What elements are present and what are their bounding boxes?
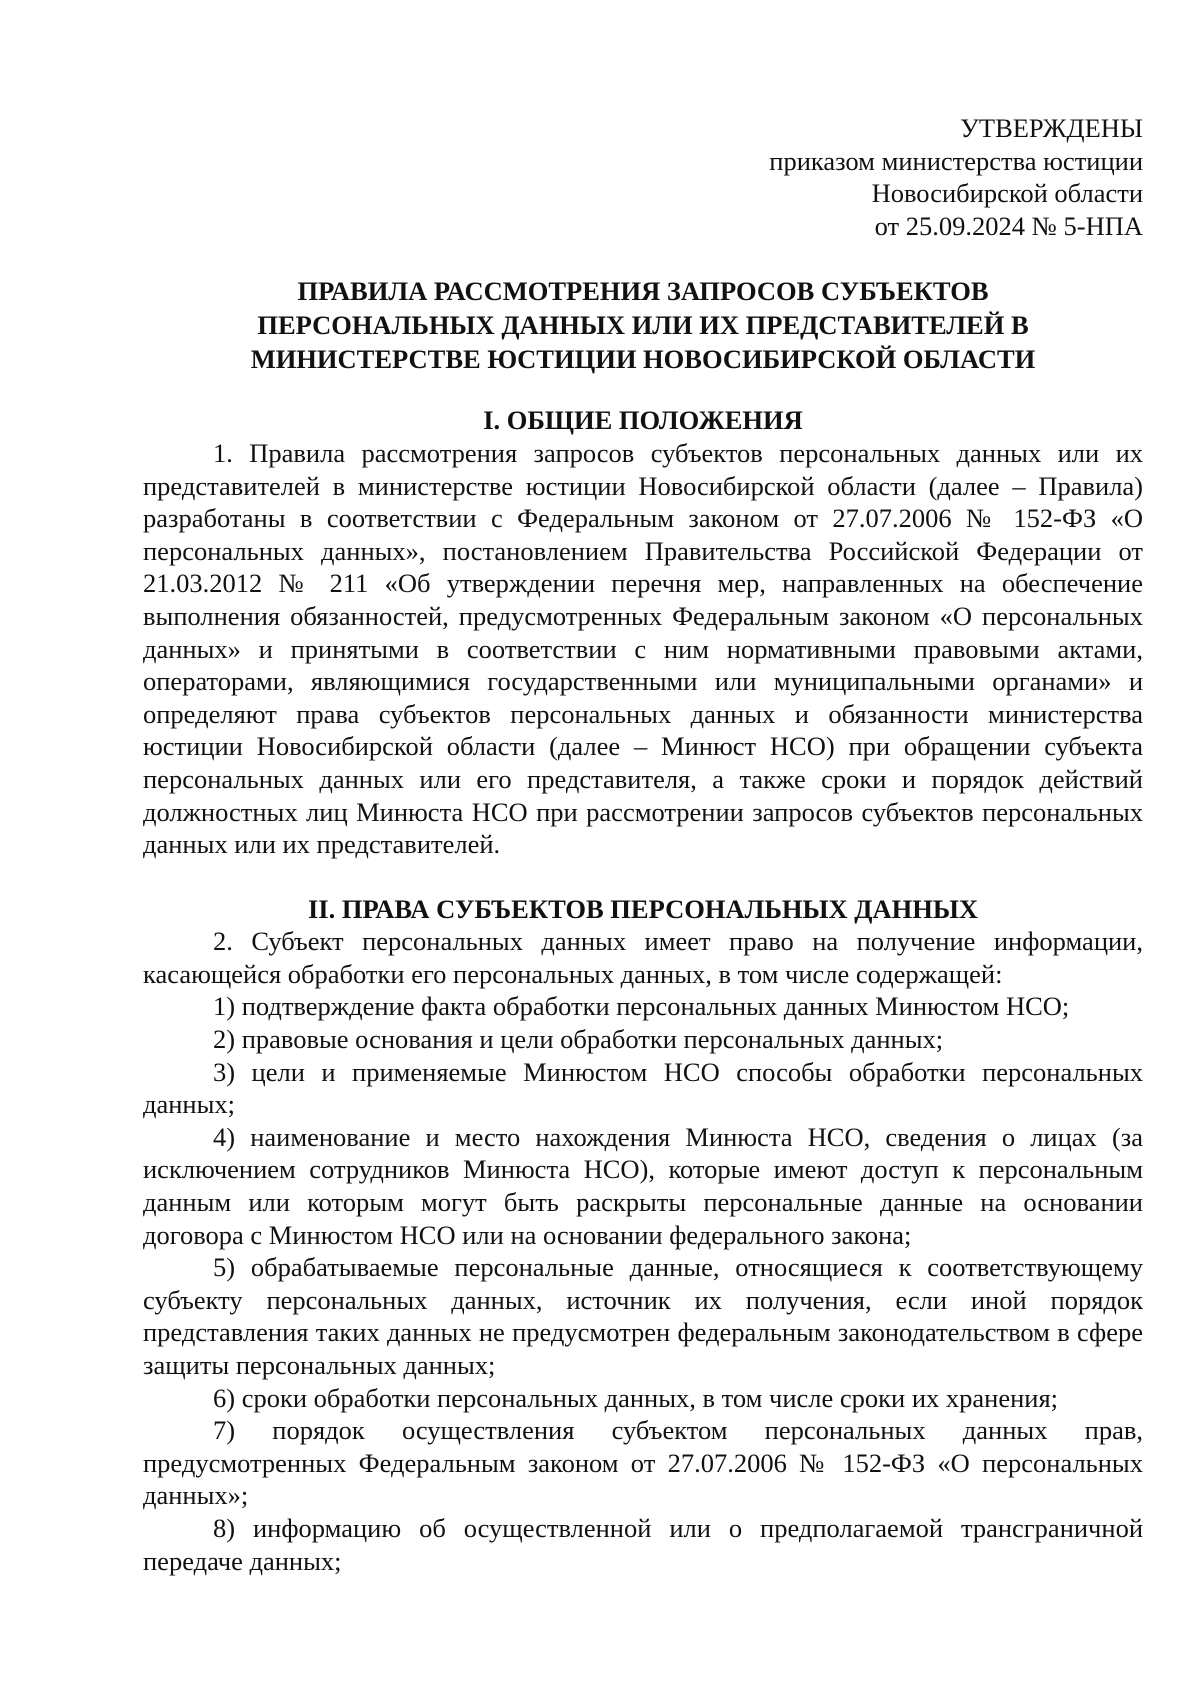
- paragraph-1: 1. Правила рассмотрения запросов субъектов персональных данных или их представителей в министерстве юстиции Новосибирской области (далее – Правила) разработаны в соответствии с Федеральным законом от 27.07.2006 № 152-ФЗ «О персональных данных», постановлением Правительства Российской Федерации от 21.03.2012 № 211 «Об утверждении перечня мер, направленных на обеспечение выполнения обязанностей, предусмотренных Федеральным законом «О персональных данных» и принятыми в соответствии с ним нормативными правовыми актами, операторами, являющимися государственными или муниципальными органами» и определяют права субъектов персональных данных и обязанности министерства юстиции Новосибирской области (далее – Минюст НСО) при обращении субъекта персональных данных или его представителя, а также сроки и порядок действий должностных лиц Минюста НСО при рассмотрении запросов субъектов персональных данных или их представителей.: [143, 437, 1143, 860]
- approval-line-approved: УТВЕРЖДЕНЫ: [960, 113, 1143, 143]
- list-item-3: 3) цели и применяемые Минюстом НСО способы обработки персональных данных;: [143, 1056, 1143, 1120]
- list-item-6: 6) сроки обработки персональных данных, в том числе сроки их хранения;: [213, 1382, 1059, 1413]
- list-item-7: 7) порядок осуществления субъектом персональных данных прав, предусмотренных Федеральным законом от 27.07.2006 № 152-ФЗ «О персональных данных»;: [143, 1415, 1143, 1511]
- paragraph-2: 2. Субъект персональных данных имеет право на получение информации, касающейся обработки его персональных данных, в том числе содержащей:: [143, 926, 1143, 989]
- section-heading-general: I. ОБЩИЕ ПОЛОЖЕНИЯ: [483, 405, 803, 436]
- list-item-1: 1) подтверждение факта обработки персональных данных Минюстом НСО;: [213, 991, 1070, 1022]
- approval-line-region: Новосибирской области: [871, 178, 1143, 209]
- document-page: [143, 112, 1143, 1577]
- document-title-line: МИНИСТЕРСТВЕ ЮСТИЦИИ НОВОСИБИРСКОЙ ОБЛАСТИ: [250, 344, 1036, 375]
- list-item-8: 8) информацию об осуществленной или о предполагаемой трансграничной передаче данных;: [143, 1512, 1143, 1576]
- approval-line-date-number: от 25.09.2024 № 5-НПА: [874, 210, 1143, 241]
- list-item-2: 2) правовые основания и цели обработки персональных данных;: [213, 1024, 944, 1055]
- document-title-line: ПРАВИЛА РАССМОТРЕНИЯ ЗАПРОСОВ СУБЪЕКТОВ: [297, 276, 989, 307]
- approval-block: [143, 112, 1143, 242]
- document-title-line: ПЕРСОНАЛЬНЫХ ДАННЫХ ИЛИ ИХ ПРЕДСТАВИТЕЛЕЙ В: [257, 310, 1029, 341]
- section-heading-rights: II. ПРАВА СУБЪЕКТОВ ПЕРСОНАЛЬНЫХ ДАННЫХ: [307, 893, 979, 924]
- list-item-4: 4) наименование и место нахождения Минюста НСО, сведения о лицах (за исключением сотрудников Минюста НСО), которые имеют доступ к персональным данным или которым могут быть раскрыты персональные данные на основании договора с Минюстом НСО или на основании федерального закона;: [143, 1121, 1143, 1250]
- document-title: [143, 274, 1143, 376]
- approval-line-order: приказом министерства юстиции: [769, 145, 1143, 176]
- list-item-5: 5) обрабатываемые персональные данные, относящиеся к соответствующему субъекту персональных данных, источник их получения, если иной порядок представления таких данных не предусмотрен федеральным законодательством в сфере защиты персональных данных;: [143, 1252, 1143, 1380]
